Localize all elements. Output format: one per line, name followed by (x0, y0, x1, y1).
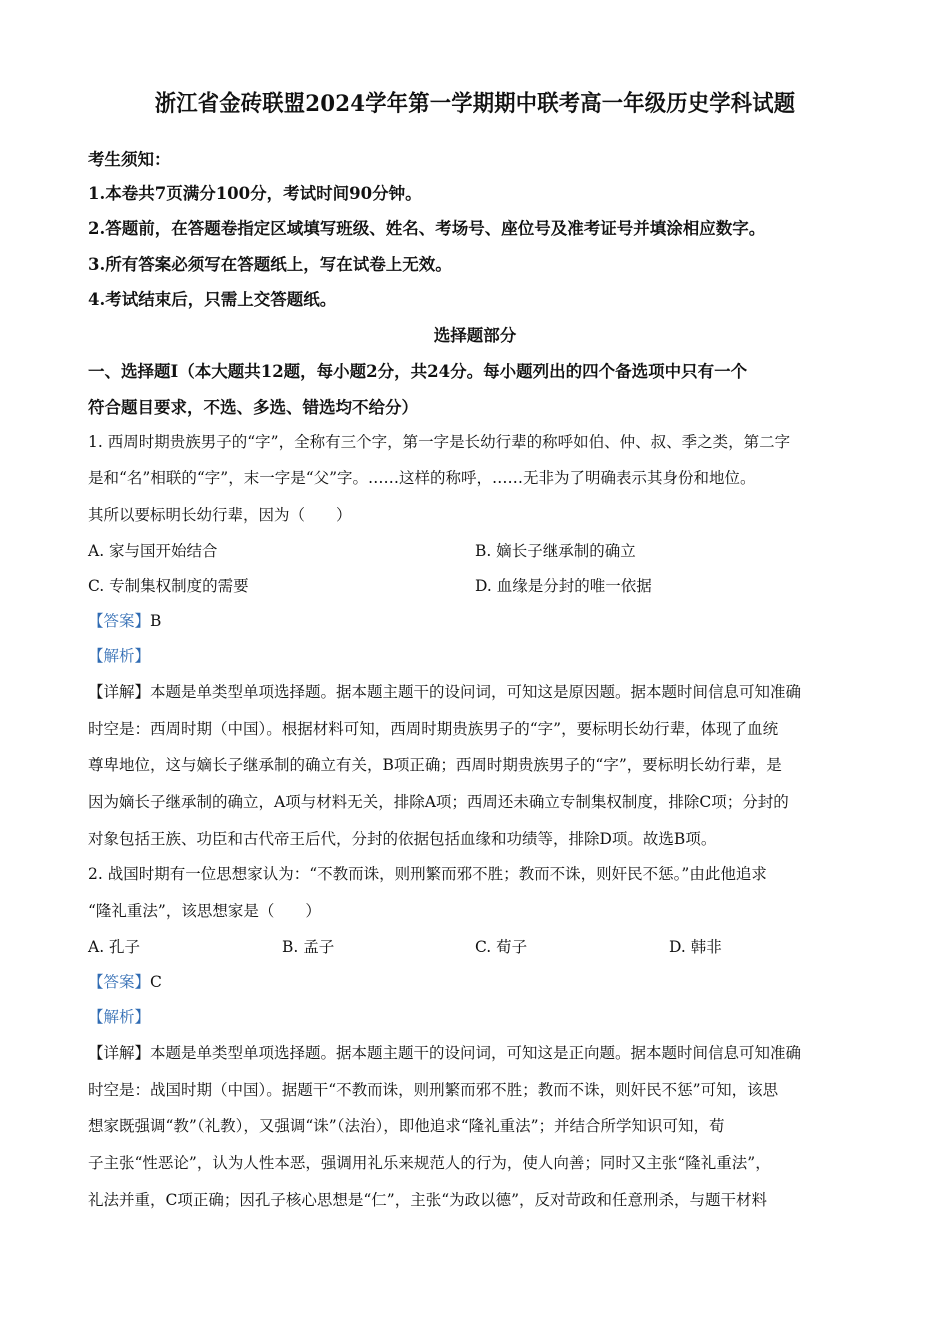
q2-detail-line (88, 1041, 801, 1063)
q1-detail-text: 本题是单类型单项选择题。据本题主题干的设问词，可知这是原因题。据本题时间信息可知准确 (150, 683, 802, 701)
q1-stem: 是和“名”相联的“字”，末一字是“父”字。……这样的称呼，……无非为了明确表示其身份和地位。 (88, 469, 756, 487)
q1-detail-line (88, 680, 801, 702)
q1-option-a: A. 家与国开始结合 (88, 542, 218, 560)
q2-option-d: D. 韩非 (669, 938, 722, 956)
page-title: 浙江省金砖联盟2024学年第一学期期中联考高一年级历史学科试题 (154, 91, 796, 117)
q2-detail-text: 想家既强调“教”（礼教），又强调“诛”（法治），即他追求“隆礼重法”；并结合所学知识可知，荀 (88, 1117, 725, 1135)
q1-stem: 其所以要标明长幼行辈，因为（ ） (88, 506, 352, 524)
notice-heading: 考生须知： (88, 150, 171, 169)
notice-item: 4.考试结束后，只需上交答题纸。 (88, 290, 337, 309)
detail-label: 【详解】 (88, 1044, 151, 1062)
q2-analysis-label: 【解析】 (88, 1008, 151, 1026)
answer-label: 【答案】 (88, 612, 151, 630)
q1-stem: 1. 西周时期贵族男子的“字”，全称有三个字，第一字是长幼行辈的称呼如伯、仲、叔、季之类，第二字 (88, 433, 791, 451)
q2-detail-text: 时空是：战国时期（中国）。据题干“不教而诛，则刑繁而邪不胜；教而不诛，则奸民不惩”可知，该思 (88, 1081, 779, 1099)
part-intro: 符合题目要求，不选、多选、错选均不给分） (88, 398, 418, 417)
section-title: 选择题部分 (433, 326, 517, 345)
q2-option-c: C. 荀子 (475, 938, 528, 956)
q1-option-c: C. 专制集权制度的需要 (88, 577, 249, 595)
detail-label: 【详解】 (88, 683, 151, 701)
q2-option-a: A. 孔子 (88, 938, 141, 956)
q2-answer: C (150, 973, 162, 991)
q1-analysis-label: 【解析】 (88, 647, 151, 665)
q1-option-d: D. 血缘是分封的唯一依据 (475, 577, 652, 595)
notice-item: 2.答题前，在答题卷指定区域填写班级、姓名、考场号、座位号及准考证号并填涂相应数字。 (88, 219, 766, 238)
q1-detail-text: 时空是：西周时期（中国）。根据材料可知，西周时期贵族男子的“字”，要标明长幼行辈，体现了血统 (88, 720, 779, 738)
q2-detail-text: 子主张“性恶论”，认为人性本恶，强调用礼乐来规范人的行为，使人向善；同时又主张“隆礼重法”， (88, 1154, 771, 1172)
notice-item: 3.所有答案必须写在答题纸上，写在试卷上无效。 (88, 255, 452, 274)
q2-option-b: B. 孟子 (282, 938, 335, 956)
q1-answer: B (150, 612, 162, 630)
q1-detail-text: 因为嫡长子继承制的确立，A项与材料无关，排除A项；西周还未确立专制集权制度，排除C项；分封的 (88, 793, 789, 811)
q2-stem: “隆礼重法”，该思想家是（ ） (88, 902, 321, 920)
q2-detail-text: 本题是单类型单项选择题。据本题主题干的设问词，可知这是正向题。据本题时间信息可知准确 (150, 1044, 802, 1062)
q2-stem: 2. 战国时期有一位思想家认为：“不教而诛，则刑繁而邪不胜；教而不诛，则奸民不惩。”由此他追求 (88, 865, 767, 883)
q1-answer-line (88, 609, 161, 631)
answer-label: 【答案】 (88, 973, 151, 991)
q1-option-b: B. 嫡长子继承制的确立 (475, 542, 636, 560)
notice-item: 1.本卷共7页满分100分，考试时间90分钟。 (88, 184, 422, 203)
part-intro: 一、选择题Ⅰ（本大题共12题，每小题2分，共24分。每小题列出的四个备选项中只有一个 (88, 362, 748, 381)
q2-detail-text: 礼法并重，C项正确；因孔子核心思想是“仁”，主张“为政以德”，反对苛政和任意刑杀，与题干材料 (88, 1191, 768, 1209)
q1-detail-text: 尊卑地位，这与嫡长子继承制的确立有关，B项正确；西周时期贵族男子的“字”，要标明长幼行辈，是 (88, 756, 782, 774)
q1-detail-text: 对象包括王族、功臣和古代帝王后代，分封的依据包括血缘和功绩等，排除D项。故选B项。 (88, 830, 717, 848)
q2-answer-line (88, 970, 162, 992)
